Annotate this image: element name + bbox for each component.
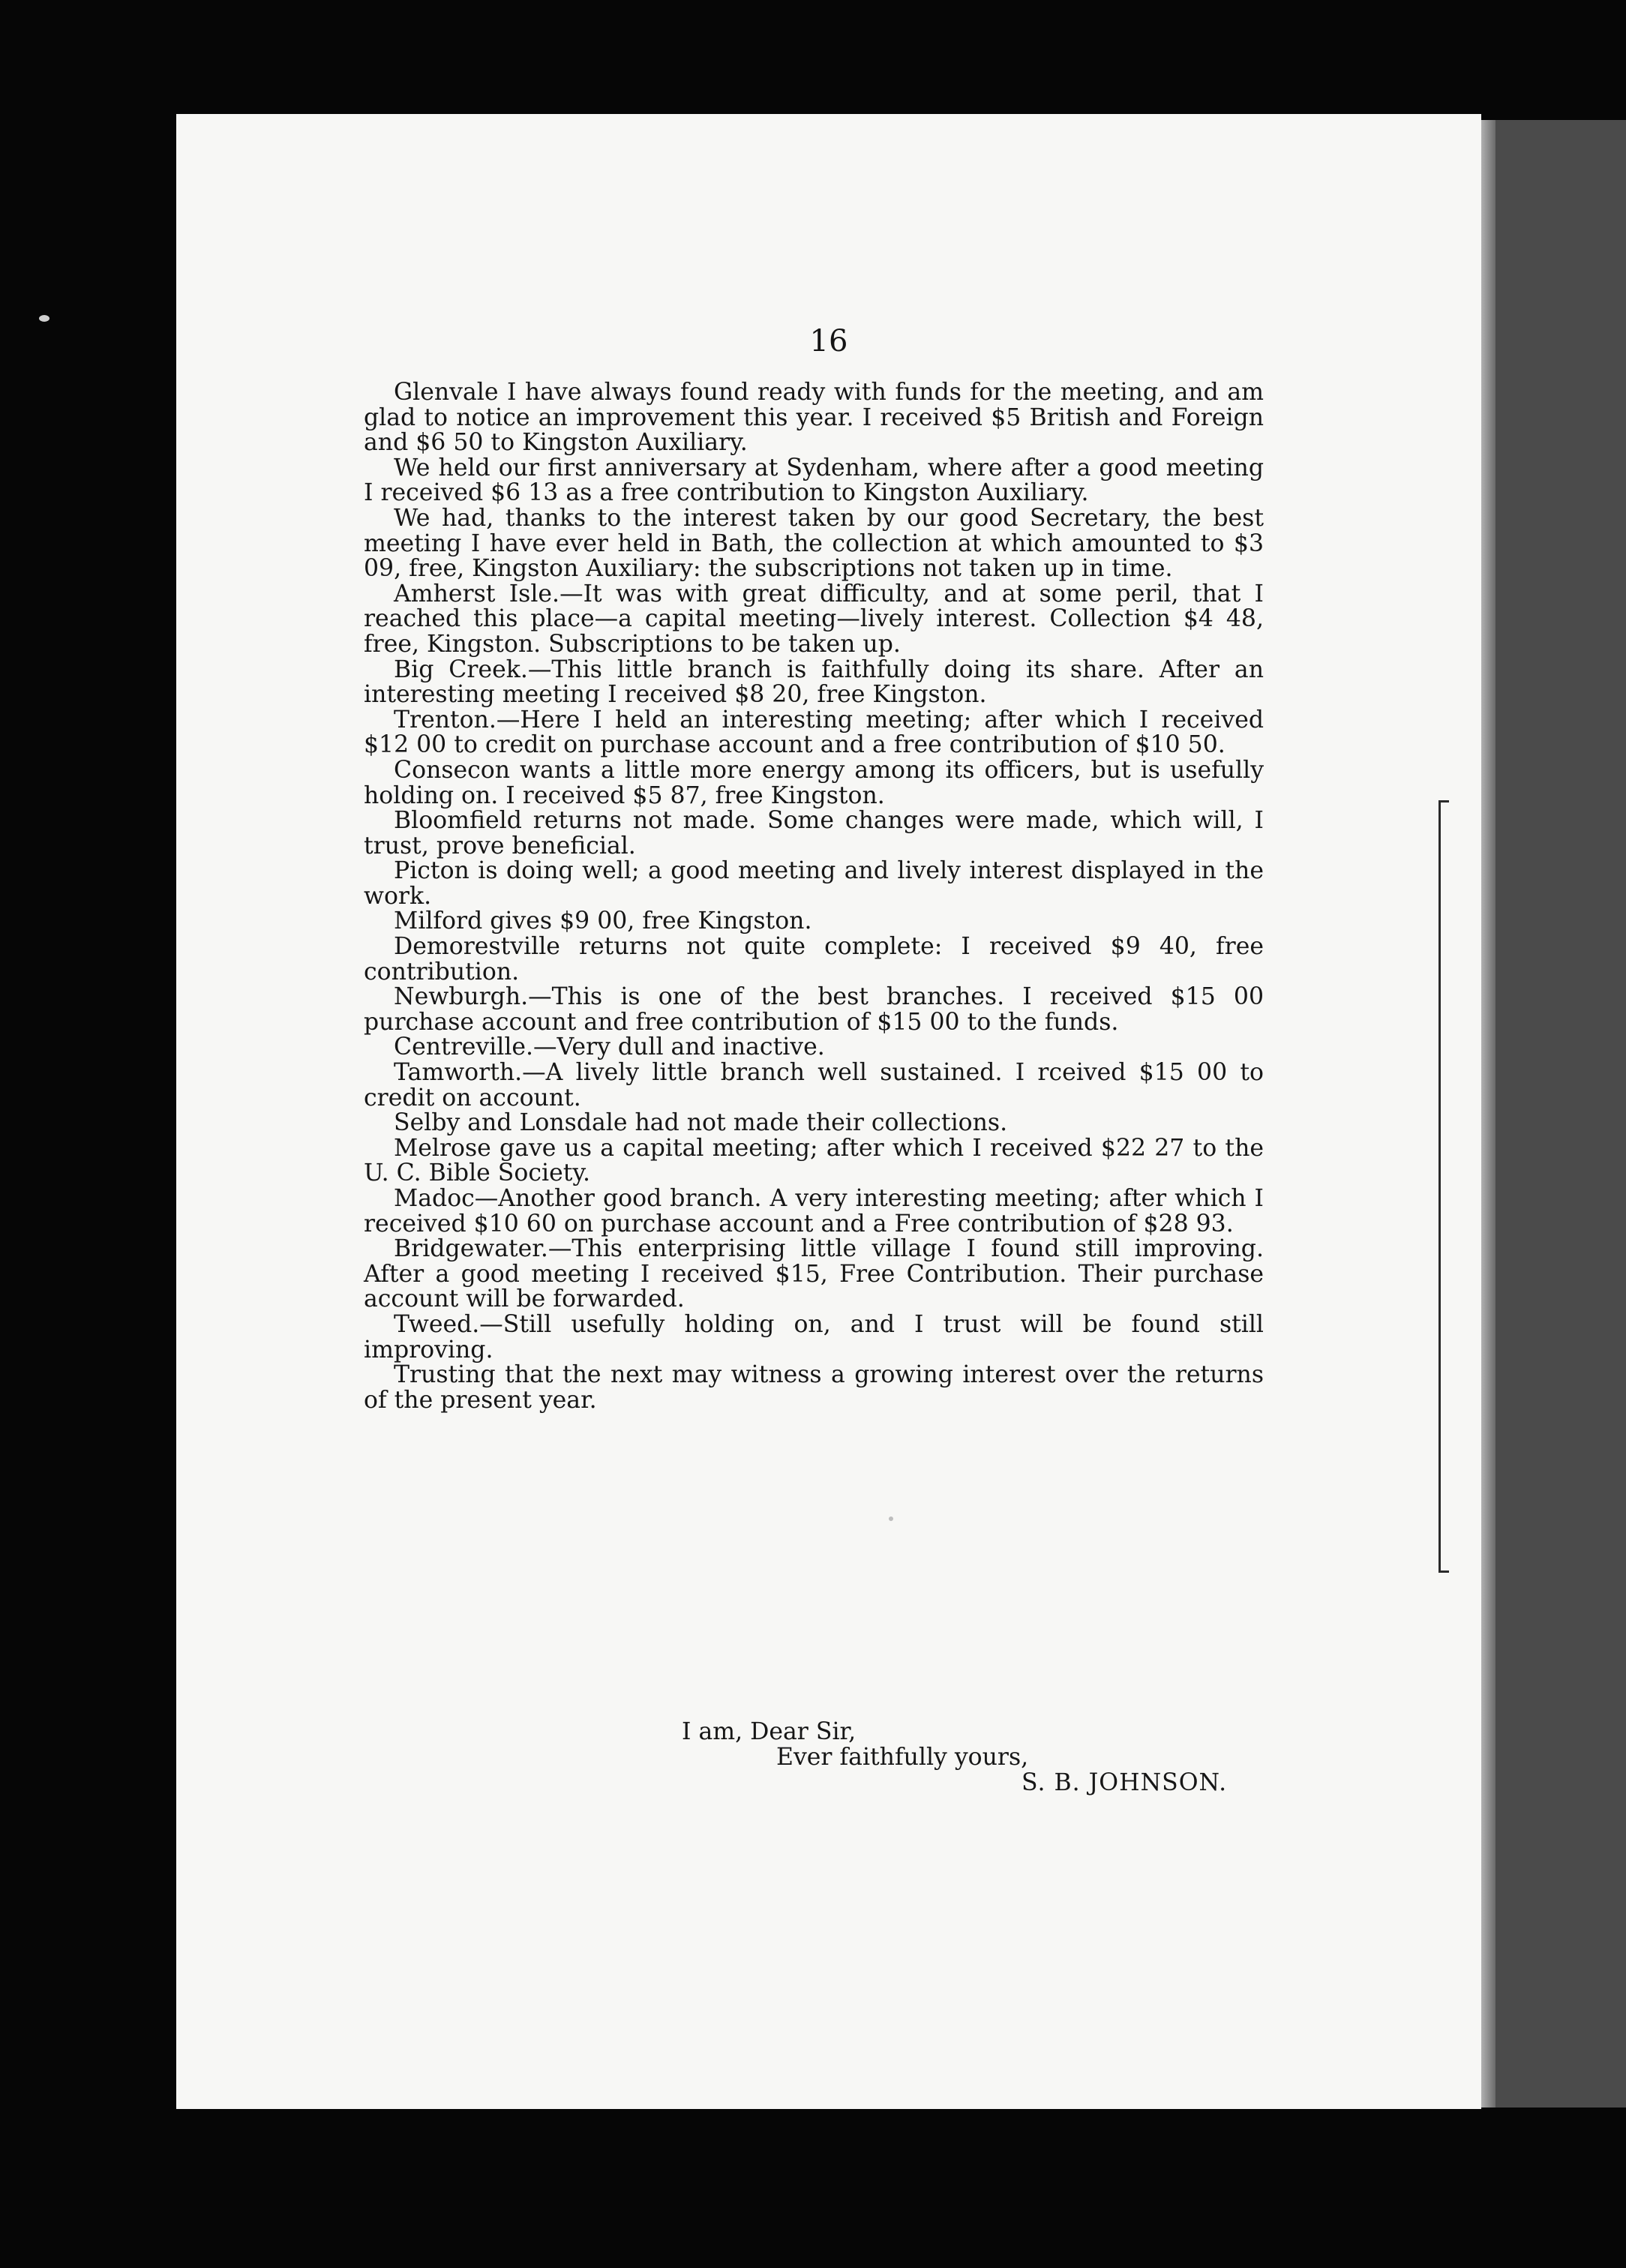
paragraph-picton: Picton is doing well; a good meeting and lively interest displayed in the work. <box>364 857 1264 910</box>
paragraph-melrose: Melrose gave us a capital meeting; after which I received $22 27 to the U. C. Bible Society. <box>364 1134 1264 1187</box>
paragraph-madoc: Madoc—Another good branch. A very interesting meeting; after which I received $10 60 on purchase account and a Free contribution of $28 93. <box>364 1185 1264 1238</box>
paragraph-centreville: Centreville.—Very dull and inactive. <box>394 1034 825 1061</box>
document-page <box>176 114 1481 2109</box>
paragraph-tweed: Tweed.—Still usefully holding on, and I trust will be found still improving. <box>364 1310 1264 1364</box>
paragraph-amherst-isle: Amherst Isle.—It was with great difficulty, and at some peril, that I reached this place—a capital meeting—lively interest. Collection $4 48, free, Kingston. Subscriptions to be taken up. <box>364 580 1264 658</box>
paragraph-big-creek: Big Creek.—This little branch is faithfully doing its share. After an interesting meeting I received $8 20, free Kingston. <box>364 656 1264 709</box>
paragraph-closing-remark: Trusting that the next may witness a growing interest over the returns of the present year. <box>364 1361 1264 1414</box>
closing-salutation: I am, Dear Sir, <box>682 1718 856 1745</box>
paragraph-consecon: Consecon wants a little more energy among its officers, but is usefully holding on. I received $5 87, free Kingston. <box>364 756 1264 809</box>
closing-complimentary: Ever faithfully yours, <box>776 1744 1029 1771</box>
paragraph-bridgewater: Bridgewater.—This enterprising little village I found still improving. After a good meeting I received $15, Free Contribution. Their purchase account will be forwarded. <box>364 1235 1264 1313</box>
page-number: 16 <box>809 324 848 358</box>
body-text <box>364 380 1264 1413</box>
margin-bracket-tick-top <box>1438 800 1449 802</box>
paragraph-glenvale: Glenvale I have always found ready with funds for the meeting, and am glad to notice an improvement this year. I received $5 British and Foreign and $6 50 to Kingston Auxiliary. <box>364 379 1264 457</box>
paragraph-tamworth: Tamworth.—A lively little branch well sustained. I rceived $15 00 to credit on account. <box>364 1059 1264 1112</box>
paragraph-demorestville: Demorestville returns not quite complete: I received $9 40, free contribution. <box>364 933 1264 986</box>
paragraph-trenton: Trenton.—Here I held an interesting meeting; after which I received $12 00 to credit on purchase account and a free contribution of $10 50. <box>364 706 1264 759</box>
paragraph-sydenham: We held our first anniversary at Sydenham, where after a good meeting I received $6 13 as a free contribution to Kingston Auxiliary. <box>364 454 1264 507</box>
scan-speck <box>889 1516 893 1521</box>
letter-closing <box>364 1719 1264 1796</box>
margin-bracket-line <box>1438 800 1441 1573</box>
signature: S. B. JOHNSON. <box>1022 1769 1228 1796</box>
scan-speck-left <box>39 315 50 322</box>
margin-bracket-tick-bottom <box>1438 1570 1449 1573</box>
paragraph-selby-lonsdale: Selby and Lonsdale had not made their collections. <box>394 1109 1008 1137</box>
paragraph-bath: We had, thanks to the interest taken by our good Secretary, the best meeting I have ever held in Bath, the collection at which amounted to $3 09, free, Kingston Auxiliary: the subscriptions not taken up in time. <box>364 504 1264 583</box>
paragraph-milford: Milford gives $9 00, free Kingston. <box>394 908 812 935</box>
paragraph-bloomfield: Bloomfield returns not made. Some changes were made, which will, I trust, prove beneficial. <box>364 807 1264 860</box>
paragraph-newburgh: Newburgh.—This is one of the best branches. I received $15 00 purchase account and free contribution of $15 00 to the funds. <box>364 983 1264 1036</box>
adjacent-page-edge <box>1490 120 1626 2108</box>
